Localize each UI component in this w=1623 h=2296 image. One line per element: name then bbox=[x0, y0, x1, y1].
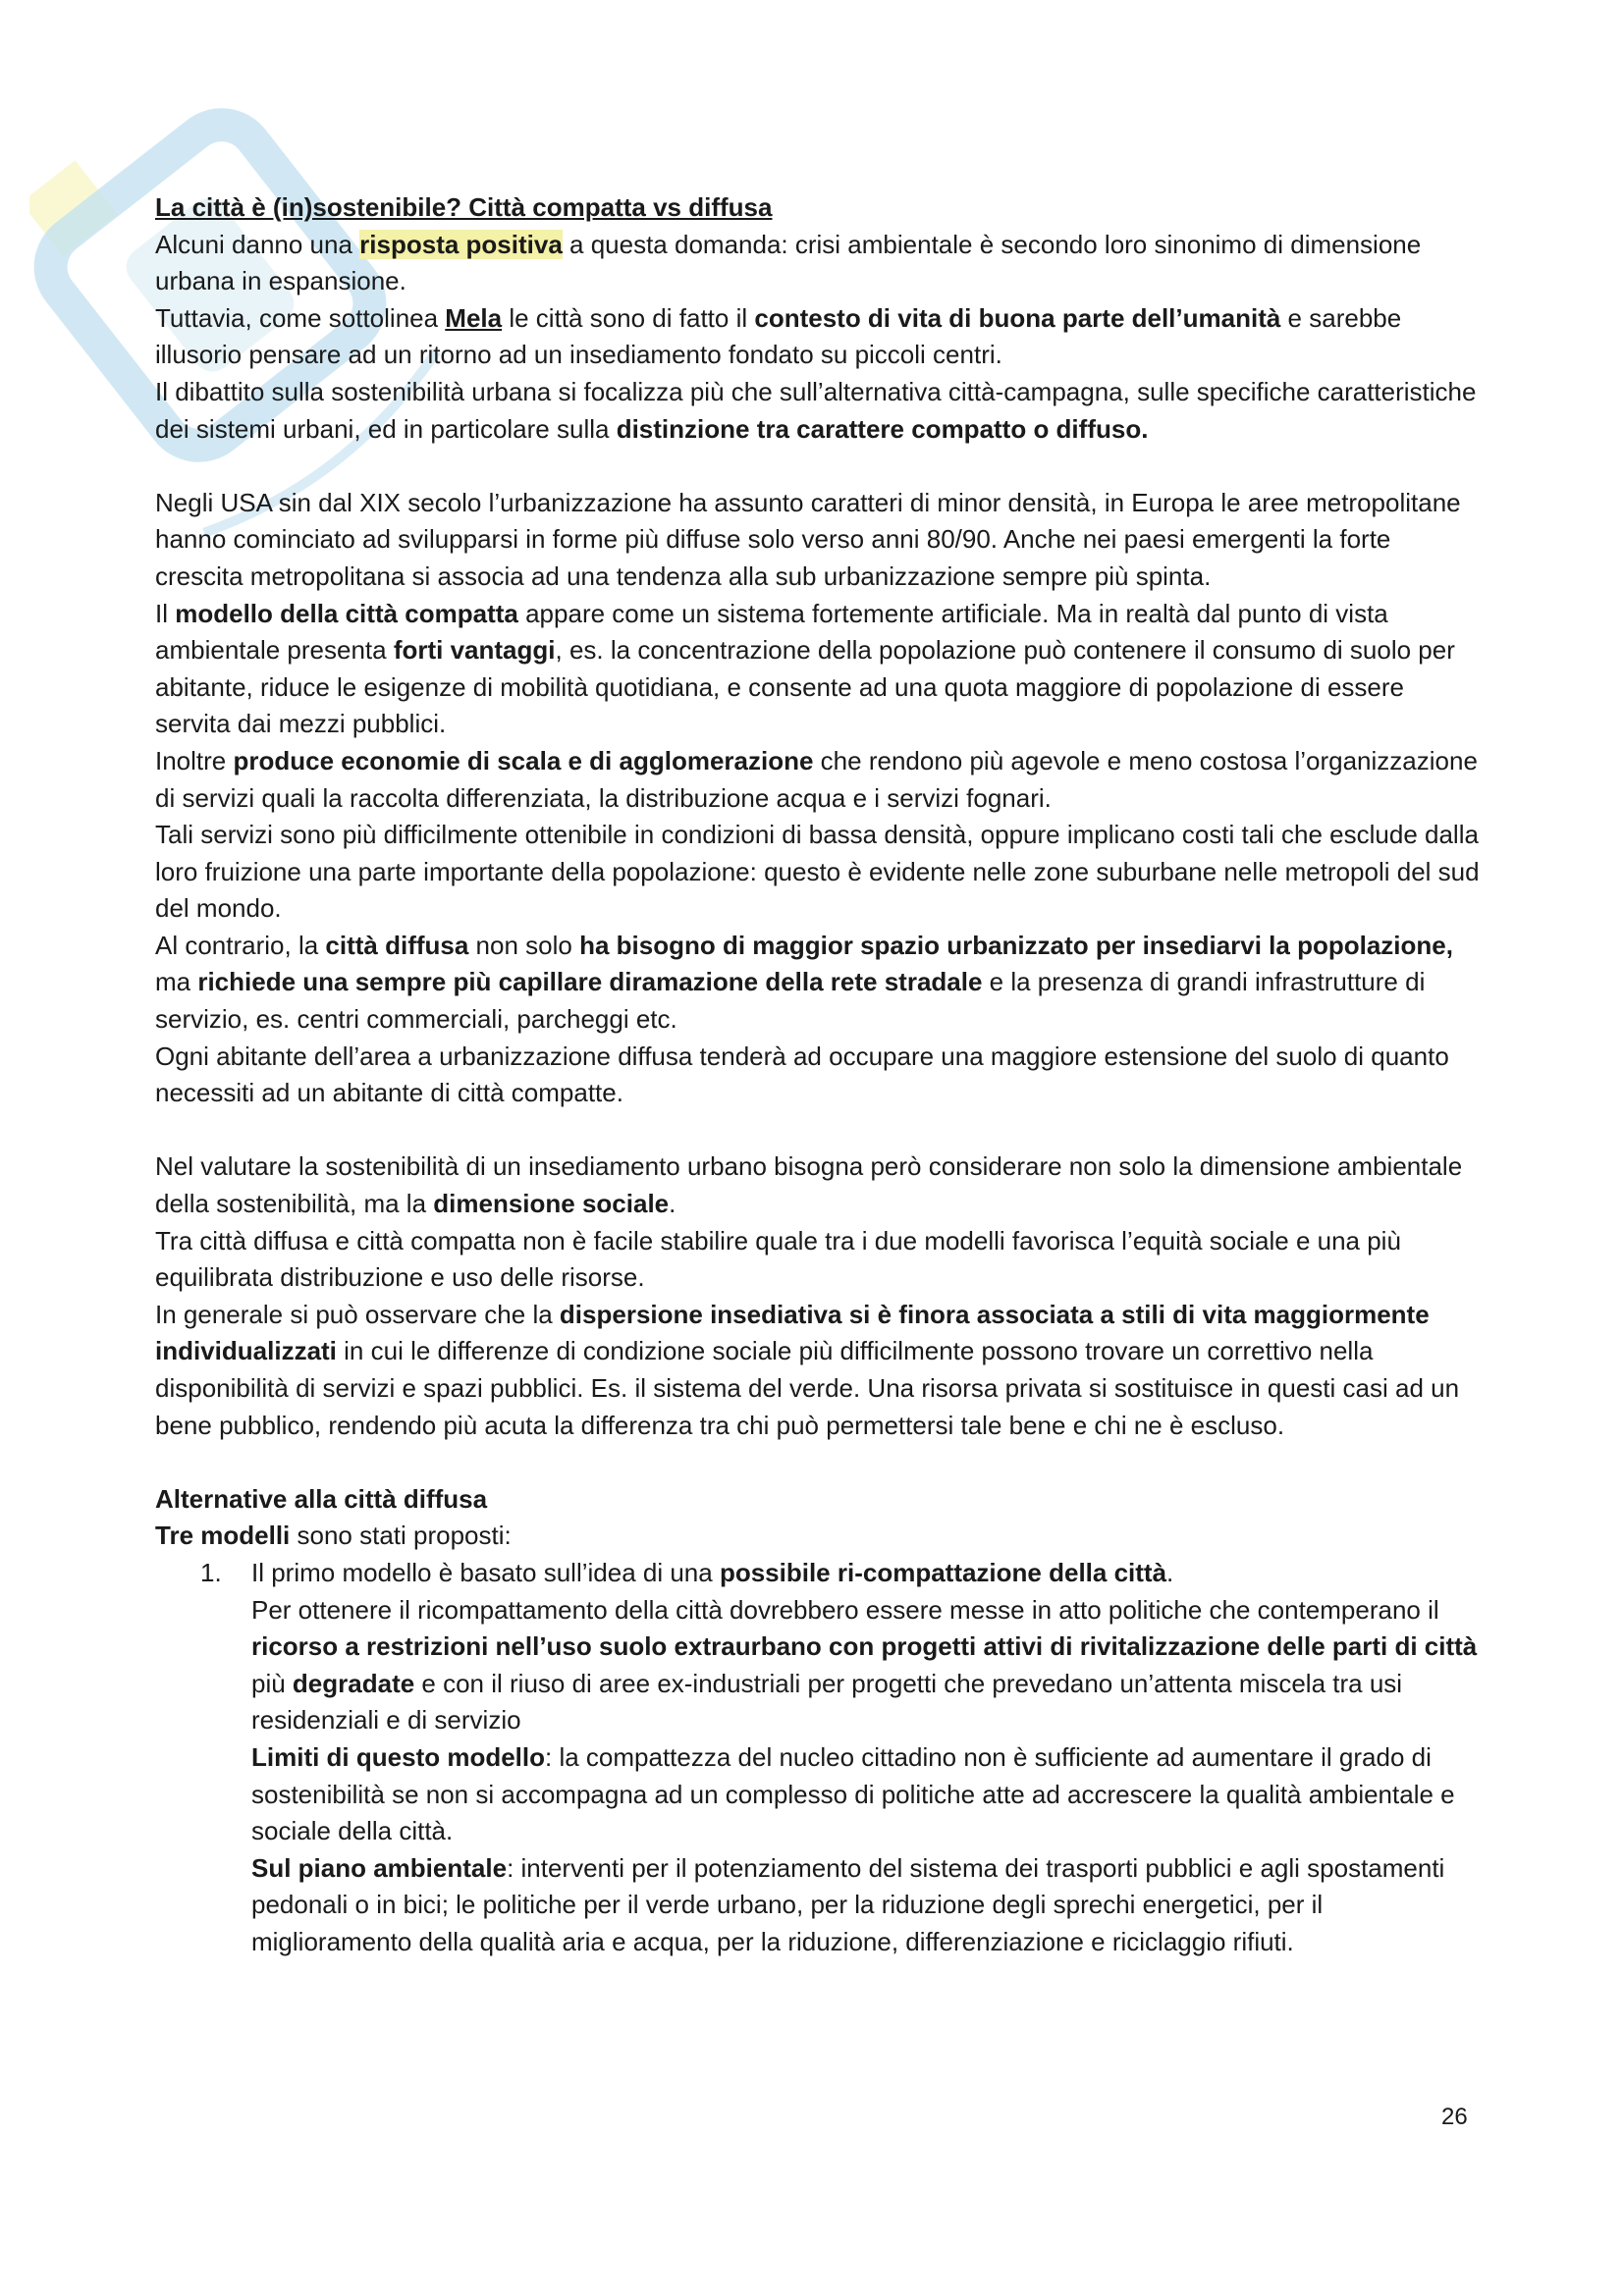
paragraph: Il dibattito sulla sostenibilità urbana si focalizza più che sull’alternativa città-campagna, sulle specifiche caratteristiche dei sistemi urbani, ed in particolare sulla distinzione tra carattere compatto o diffuso. bbox=[155, 376, 1477, 444]
paragraph: Tali servizi sono più difficilmente ottenibile in condizioni di bassa densità, oppure implicano costi tali che esclude dalla loro fruizione una parte importante della popolazione: questo è evidente nelle zone suburbane nelle metropoli del sud del mondo. bbox=[155, 820, 1480, 924]
paragraph: Il modello della città compatta appare come un sistema fortemente artificiale. Ma in realtà dal punto di vista ambientale presenta forti vantaggi, es. la concentrazione della popolazione può contenere il consumo di suolo per abitante, riduce le esigenze di mobilità quotidiana, e consente ad una quota maggiore di popolazione di essere servita dai mezzi pubblici. bbox=[155, 598, 1455, 739]
paragraph: Ogni abitante dell’area a urbanizzazione diffusa tenderà ad occupare una maggiore estensione del suolo di quanto necessiti ad un abitante di città compatte. bbox=[155, 1041, 1449, 1108]
paragraph: Al contrario, la città diffusa non solo ha bisogno di maggior spazio urbanizzato per insediarvi la popolazione, ma richiede una sempre più capillare diramazione della rete stradale e la presenza di grandi infrastrutture di servizio, es. centri commerciali, parcheggi etc. bbox=[155, 930, 1453, 1035]
page-body bbox=[155, 189, 1481, 1961]
paragraph: Negli USA sin dal XIX secolo l’urbanizzazione ha assunto caratteri di minor densità, in Europa le aree metropolitane hanno cominciato ad svilupparsi in forme più diffuse solo verso anni 80/90. Anche nei paesi emergenti la forte crescita metropolitana si associa ad una tendenza alla sub urbanizzazione sempre più spinta. bbox=[155, 487, 1461, 591]
section-title: La città è (in)sostenibile? Città compatta vs diffusa bbox=[155, 192, 773, 222]
list-item-body: Per ottenere il ricompattamento della città dovrebbero essere messe in atto politiche che contemperano il ricorso a restrizioni nell’uso suolo extraurbano con progetti attivi di rivitalizzazione delle parti di città più degradate e con il riuso di aree ex-industriali per progetti che prevedano un’attenta miscela tra usi residenziali e di servizio bbox=[251, 1594, 1478, 1735]
numbered-list bbox=[155, 1555, 1481, 1961]
list-item-lead: Il primo modello è basato sull’idea di una possibile ri-compattazione della città. bbox=[251, 1557, 1174, 1587]
paragraph: Tre modelli sono stati proposti: bbox=[155, 1521, 512, 1551]
section-title: Alternative alla città diffusa bbox=[155, 1483, 488, 1514]
paragraph: In generale si può osservare che la dispersione insediativa si è finora associata a stili di vita maggiormente individualizzati in cui le differenze di condizione sociale più difficilmente possono trovare un correttivo nella disponibilità di servizi e spazi pubblici. Es. il sistema del verde. Una risorsa privata si sostituisce in questi casi ad un bene pubblico, rendendo più acuta la differenza tra chi può permettersi tale bene e chi ne è escluso. bbox=[155, 1299, 1460, 1440]
paragraph: Tuttavia, come sottolinea Mela le città sono di fatto il contesto di vita di buona parte dell’umanità e sarebbe illusorio pensare ad un ritorno ad un insediamento fondato su piccoli centri. bbox=[155, 302, 1402, 370]
page-number: 26 bbox=[1441, 2104, 1468, 2130]
paragraph: Tra città diffusa e città compatta non è facile stabilire quale tra i due modelli favorisca l’equità sociale e una più equilibrata distribuzione e uso delle risorse. bbox=[155, 1225, 1401, 1293]
list-item-environment: Sul piano ambientale: interventi per il potenziamento del sistema dei trasporti pubblici e agli spostamenti pedonali o in bici; le politiche per il verde urbano, per la riduzione degli sprechi energetici, per il miglioramento della qualità aria e acqua, per la riduzione, differenziazione e riciclaggio rifiuti. bbox=[251, 1852, 1445, 1956]
paragraph: Nel valutare la sostenibilità di un insediamento urbano bisogna però considerare non solo la dimensione ambientale della sostenibilità, ma la dimensione sociale. bbox=[155, 1151, 1463, 1219]
paragraph: Inoltre produce economie di scala e di agglomerazione che rendono più agevole e meno costosa l’organizzazione di servizi quali la raccolta differenziata, la distribuzione acqua e i servizi fognari. bbox=[155, 745, 1478, 813]
list-number: 1. bbox=[200, 1557, 222, 1587]
paragraph: Alcuni danno una risposta positiva a questa domanda: crisi ambientale è secondo loro sinonimo di dimensione urbana in espansione. bbox=[155, 229, 1422, 296]
list-item bbox=[155, 1555, 1481, 1961]
list-item-limits: Limiti di questo modello: la compattezza del nucleo cittadino non è sufficiente ad aumentare il grado di sostenibilità se non si accompagna ad un complesso di politiche atte ad accrescere la qualità ambientale e sociale della città. bbox=[251, 1741, 1455, 1846]
